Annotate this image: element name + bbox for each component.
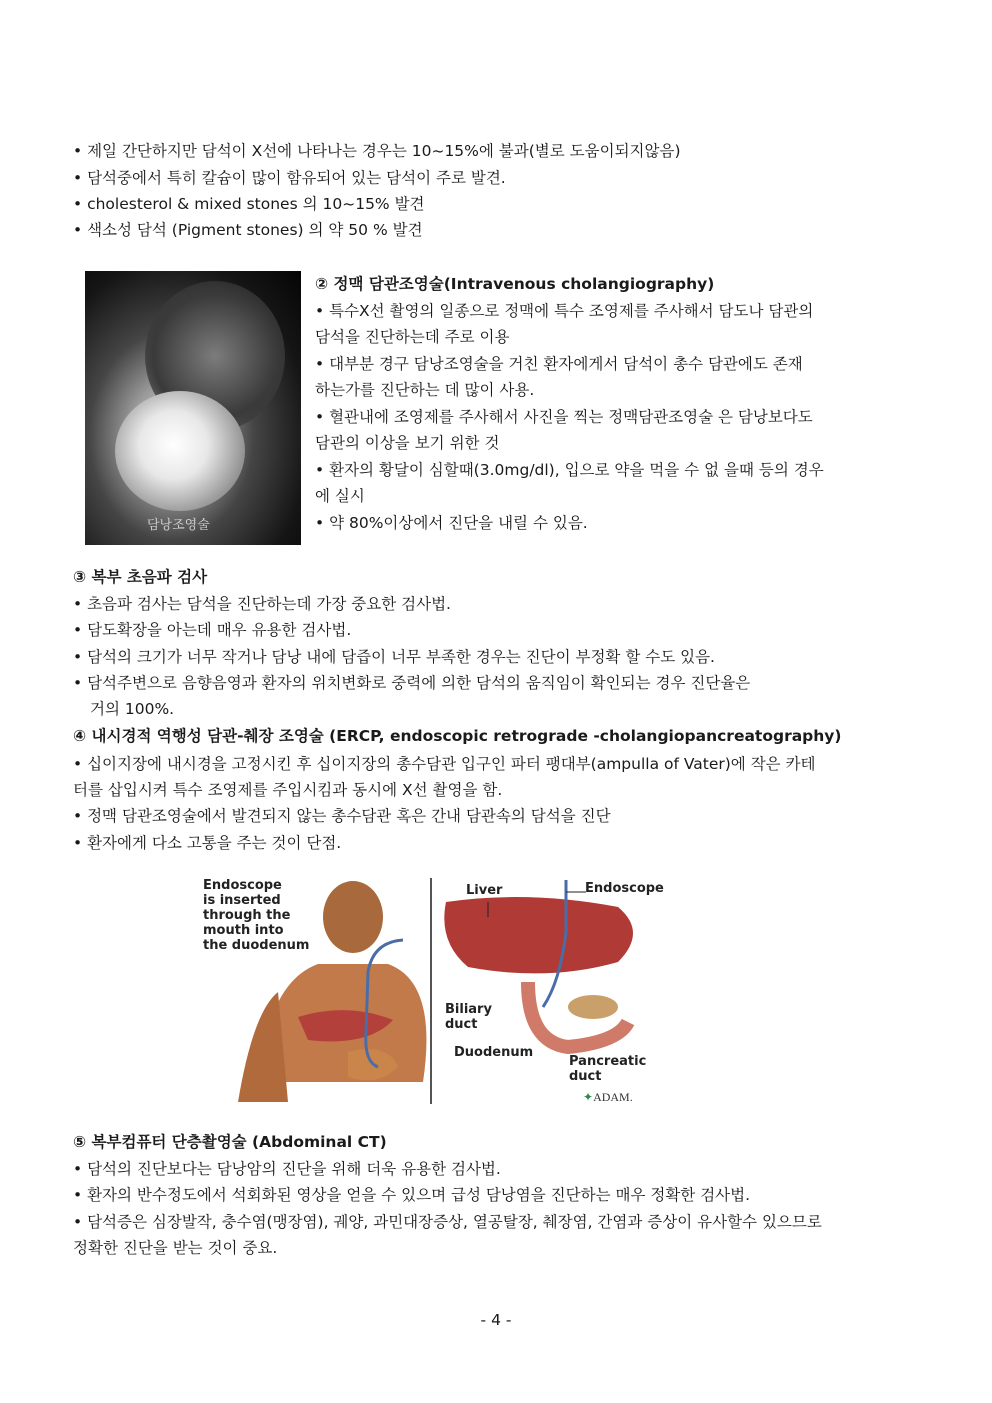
paragraph-line: • 담석의 크기가 너무 작거나 담낭 내에 담즙이 너무 부족한 경우는 진단이 부정확 할 수도 있음. xyxy=(73,648,715,666)
section-title: ③ 복부 초음파 검사 xyxy=(73,568,208,586)
bullet-text: • 색소성 담석 (Pigment stones) 의 약 50 % 발견 xyxy=(73,221,423,239)
paragraph-line: • 환자의 황달이 심할때(3.0mg/dl), 입으로 약을 먹을 수 없 을때 등의 경우 xyxy=(315,461,824,479)
paragraph-line: • 담도확장을 아는데 매우 유용한 검사법. xyxy=(73,621,352,639)
figure-label-biliary-duct: Biliary duct xyxy=(445,1002,492,1032)
paragraph-line: • 담석의 진단보다는 담낭암의 진단을 위해 더욱 유용한 검사법. xyxy=(73,1160,501,1178)
paragraph-line: 담석을 진단하는데 주로 이용 xyxy=(315,328,510,346)
paragraph-line: 거의 100%. xyxy=(90,700,175,718)
paragraph-line: • 담석주변으로 음향음영과 환자의 위치변화로 중력에 의한 담석의 움직임이 확인되는 경우 진단율은 xyxy=(73,674,751,692)
paragraph-line: • 환자에게 다소 고통을 주는 것이 단점. xyxy=(73,834,342,852)
paragraph-line: • 정맥 담관조영술에서 발견되지 않는 총수담관 혹은 간내 담관속의 담석을 진단 xyxy=(73,807,611,825)
adam-logo: ✦ADAM. xyxy=(583,1090,633,1104)
paragraph-line: 터를 삽입시켜 특수 조영제를 주입시킴과 동시에 X선 촬영을 함. xyxy=(73,781,503,799)
paragraph-line: 하는가를 진단하는 데 많이 사용. xyxy=(315,381,535,399)
paragraph-line: • 특수X선 촬영의 일종으로 정맥에 특수 조영제를 주사해서 담도나 담관의 xyxy=(315,302,814,320)
paragraph-line: • 환자의 반수정도에서 석회화된 영상을 얻을 수 있으며 급성 담낭염을 진단하는 매우 정확한 검사법. xyxy=(73,1186,751,1204)
cholangiography-xray-image xyxy=(85,271,301,545)
paragraph-line: • 혈관내에 조영제를 주사해서 사진을 찍는 정맥담관조영술 은 담낭보다도 xyxy=(315,408,813,426)
figure-divider xyxy=(430,878,432,1104)
paragraph-line: • 대부분 경구 담낭조영술을 거친 환자에게서 담석이 총수 담관에도 존재 xyxy=(315,355,803,373)
paragraph-line: • 초음파 검사는 담석을 진단하는데 가장 중요한 검사법. xyxy=(73,595,451,613)
section-title: ② 정맥 담관조영술(Intravenous cholangiography) xyxy=(315,275,715,293)
paragraph-line: • 약 80%이상에서 진단을 내릴 수 있음. xyxy=(315,514,588,532)
ercp-illustration xyxy=(198,872,688,1108)
bullet-text: • 제일 간단하지만 담석이 X선에 나타나는 경우는 10~15%에 불과(별로 도움이되지않음) xyxy=(73,142,681,160)
image-caption: 담낭조영술 xyxy=(147,518,210,533)
figure-label-endoscope: Endoscope xyxy=(585,881,664,896)
figure-label-duodenum: Duodenum xyxy=(454,1045,534,1060)
paragraph-line: • 담석증은 심장발작, 충수염(맹장염), 궤양, 과민대장증상, 열공탈장, 췌장염, 간염과 증상이 유사할수 있으므로 xyxy=(73,1213,822,1231)
paragraph-line: 담관의 이상을 보기 위한 것 xyxy=(315,434,500,452)
paragraph-line: • 십이지장에 내시경을 고정시킨 후 십이지장의 총수담관 입구인 파터 팽대부(ampulla of Vater)에 작은 카테 xyxy=(73,755,816,773)
figure-label-liver: Liver xyxy=(466,883,503,898)
bullet-text: • cholesterol & mixed stones 의 10~15% 발견 xyxy=(73,195,425,213)
paragraph-line: 에 실시 xyxy=(315,487,365,505)
page-number: - 4 - xyxy=(480,1311,512,1329)
paragraph-line: 정확한 진단을 받는 것이 중요. xyxy=(73,1239,278,1257)
section-title: ④ 내시경적 역행성 담관-췌장 조영술 (ERCP, endoscopic retrograde -cholangiopancreatography) xyxy=(73,727,842,745)
figure-label-endoscope-inserted: Endoscope is inserted through the mouth into the duodenum xyxy=(203,878,310,953)
bullet-text: • 담석중에서 특히 칼슘이 많이 함유되어 있는 담석이 주로 발견. xyxy=(73,169,506,187)
section-title: ⑤ 복부컴퓨터 단층촬영술 (Abdominal CT) xyxy=(73,1133,387,1151)
adam-logo-icon: ✦ xyxy=(583,1090,594,1104)
figure-label-pancreatic-duct: Pancreatic duct xyxy=(569,1054,647,1084)
